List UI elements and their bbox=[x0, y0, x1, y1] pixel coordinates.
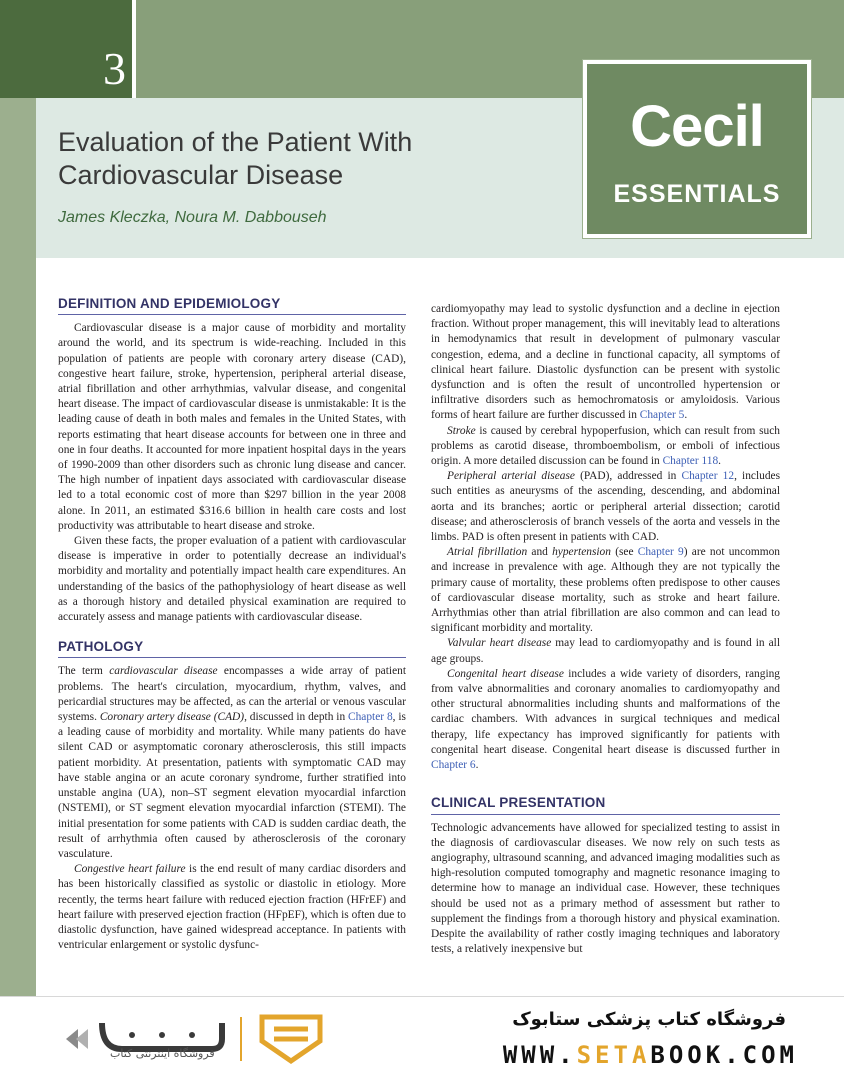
paragraph: Atrial fibrillation and hypertension (see Chapter 9) are not uncommon and increase in prevalence with age. Although they are not typically the primary cause of mortality, these problems often predispose to other causes of cardiovascular disease mortality, such as stroke and heart failure. Arrhythmias other than atrial fibrillation are also common and can lead to significant morbidity and mortality. bbox=[431, 546, 780, 635]
footer-divider bbox=[240, 1017, 242, 1061]
chapter-link[interactable]: Chapter 5 bbox=[639, 409, 685, 422]
store-name: فروشگاه کتاب پزشکی ستابوک bbox=[512, 1009, 786, 1030]
paragraph: Technologic advancements have allowed for specialized testing to assist in the diagnosis of cardiovascular diseases. We now rely on such tests as angiography, ultrasound scanning, and advanced imaging modalities such as high-resolution computed tomography and magnetic resonance imaging to determine how to manage an individual case. However, these techniques should be used not as a primary method of assessment but rather to supplement the findings from a thorough history and physical examination. Despite the availability of rather costly imaging techniques and laboratory tests, a relatively inexpensive but bbox=[431, 821, 780, 956]
paragraph: Peripheral arterial disease (PAD), addressed in Chapter 12, includes such entities as aneurysms of the ascending, descending, and abdominal aorta and its branches; aortic or peripheral arterial dissection; carotid disease; and atherosclerosis of branch vessels of the aorta and vessels in the limbs. PAD is often present in patients with CAD. bbox=[431, 470, 781, 544]
section-heading-pathology: PATHOLOGY bbox=[58, 639, 406, 658]
chapter-link[interactable]: Chapter 12 bbox=[681, 470, 735, 483]
chapter-authors: James Kleczka, Noura M. Dabbouseh bbox=[58, 209, 327, 226]
paragraph: Congestive heart failure is the end result of many cardiac disorders and has been historically classified as systolic or diastolic in etiology. More recently, the terms heart failure with reduced ejection fraction (HFrEF) and heart failure with preserved ejection fraction (HFpEF), which is often due to diastolic dysfunction, have gained widespread acceptance. In patients with ventricular enlargement or systolic dysfunc- bbox=[58, 863, 406, 952]
paragraph: cardiomyopathy may lead to systolic dysfunction and a decline in ejection fraction. Without proper management, this will inevitably lead to alterations in hemodynamics that result in development of pulmonary vascular congestion, edema, and a decline in functional capacity, all symptoms of clinical heart failure. Diastolic dysfunction can be present with systolic dysfunction and is often the result of uncontrolled hypertension or infiltrative disorders such as hemochromatosis or amyloidosis. Various forms of heart failure are further discussed in Chapter 5. bbox=[431, 303, 780, 422]
paragraph: Stroke is caused by cerebral hypoperfusion, which can result from such problems as carotid disease, thromboembolism, or emboli of infectious origin. A more detailed discussion can be found in Chapter 118. bbox=[431, 424, 780, 468]
footer-watermark bbox=[0, 996, 844, 1080]
paragraph: Valvular heart disease may lead to cardiomyopathy and is found in all age groups. bbox=[431, 637, 780, 665]
chapter-number: 3 bbox=[103, 43, 126, 94]
paragraph: Given these facts, the proper evaluation of a patient with cardiovascular disease is imperative in order to potentially decrease an individual's morbidity and mortality and potentially impact health care expenditures. An understanding of the basics of the pathophysiology of heart disease as well as a thorough history and detailed physical examination are required to accurately assess and manage patients with cardiovascular disease. bbox=[58, 535, 406, 624]
chapter-number-block bbox=[0, 0, 132, 98]
side-strip bbox=[0, 98, 36, 1080]
cecil-essentials-logo bbox=[583, 60, 811, 238]
book-shield-icon bbox=[256, 1011, 326, 1067]
chapter-title: Evaluation of the Patient With Cardiovascular Disease bbox=[58, 127, 413, 190]
paragraph: Cardiovascular disease is a major cause of morbidity and mortality around the world, and its spectrum is wide-reaching. Included in this population of patients are people with coronary artery disease (CAD), congestive heart failure, stroke, hypertension, peripheral arterial disease, atrial fibrillation and other arrhythmias, valvular disease, and congenital heart disease. The impact of cardiovascular disease is unmistakable: It is the leading cause of death in both males and females in the United States, with reports estimating that heart disease accounts for between one in three and one in four deaths. It accounted for more inpatient hospital days in the years of 1990-2009 than other disorders such as chronic lung disease and cancer. The high number of inpatient days associated with cardiovascular disease led to a total economic cost of more than $297 billion in the year 2008 alone. In 2011, an estimated $316.6 billion in health care costs and lost productivity was attributable to heart disease and stroke. bbox=[58, 322, 406, 532]
paragraph: The term cardiovascular disease encompasses a wide array of patient problems. The heart's circulation, myocardium, rhythm, valves, and pericardial structures may be affected, as can the arterial or venous vascular systems. Coronary artery disease (CAD), discussed in depth in Chapter 8, is a leading cause of morbidity and mortality. While many patients do have silent CAD or asymptomatic coronary atherosclerosis, this still impacts patient morbidity. At presentation, patients with symptomatic CAD may have stable angina or an acute coronary syndrome, further stratified into unstable angina (UA), non–ST segment elevation myocardial infarction (NSTEMI), or ST segment elevation myocardial infarction (STEMI). The initial presentation for some patients with CAD is sudden cardiac death, the result of arrhythmia often caused by atherosclerosis of the coronary vasculature. bbox=[58, 665, 406, 860]
chapter-link[interactable]: Chapter 8 bbox=[348, 711, 393, 724]
left-column bbox=[58, 296, 406, 953]
section-heading-definition: DEFINITION AND EPIDEMIOLOGY bbox=[58, 296, 406, 315]
section-heading-clinical: CLINICAL PRESENTATION bbox=[431, 795, 780, 814]
logo-caption: فروشگاه اینترنتی کتاب bbox=[110, 1047, 215, 1060]
right-column bbox=[431, 302, 780, 957]
store-url[interactable]: WWW.SETABOOK.COM bbox=[502, 1041, 798, 1069]
chapter-link[interactable]: Chapter 9 bbox=[637, 546, 684, 559]
logo-wordmark: Cecil bbox=[630, 94, 764, 159]
logo-subtitle: ESSENTIALS bbox=[613, 180, 781, 208]
chapter-link[interactable]: Chapter 6 bbox=[431, 759, 476, 772]
paragraph: Congenital heart disease includes a wide variety of disorders, ranging from valve abnormalities and coronary anomalies to cardiomyopathy and other structural abnormalities including shunts and malformations of the cardiac chambers. With advances in surgical techniques and medical therapy, life expectancy has improved significantly for patients with congenital heart disease. Congenital heart disease is discussed further in Chapter 6. bbox=[431, 667, 780, 772]
chapter-link[interactable]: Chapter 118 bbox=[662, 455, 719, 468]
